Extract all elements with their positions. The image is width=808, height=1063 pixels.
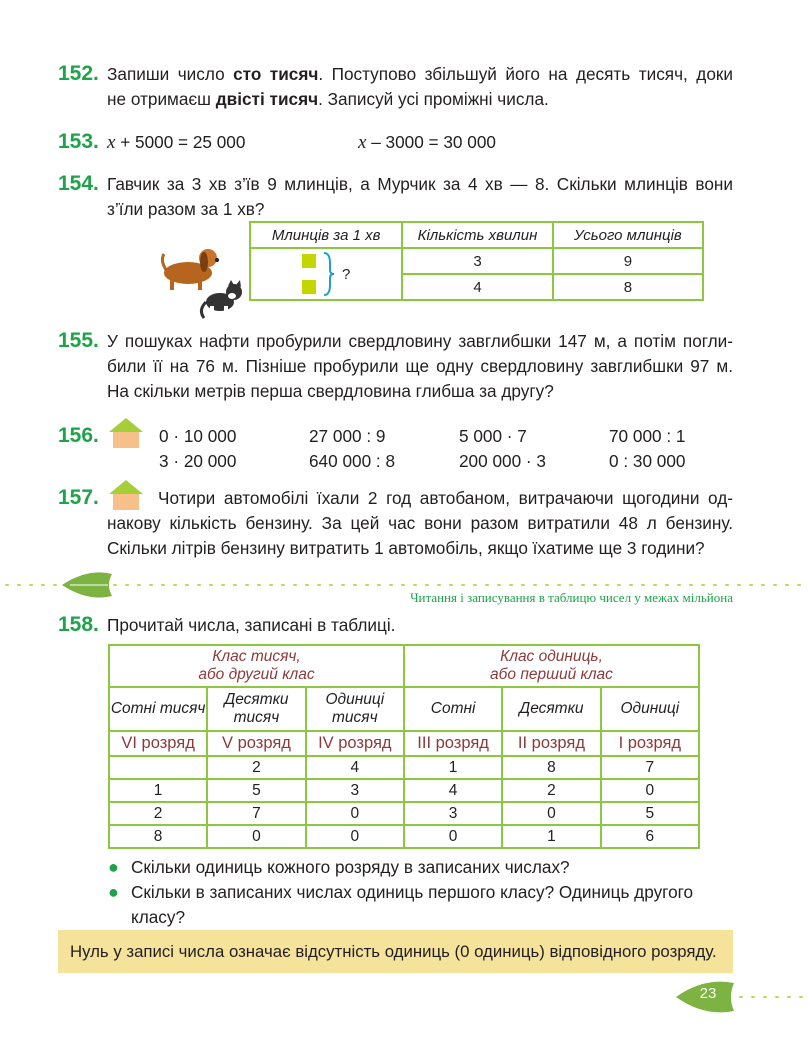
task-154-text: Гавчик за 3 хв з’їв 9 млинців, а Мурчик за 4 хв — 8. Скільки млинців вони з’їли разом за 1 хв? xyxy=(107,174,733,219)
table-154 xyxy=(249,221,704,301)
rank-label: V розряд xyxy=(207,731,305,756)
question-1: Скільки одиниць кожного розряду в записаних числах? xyxy=(131,857,570,877)
question-mark: ? xyxy=(341,265,351,283)
table-cell: 4 xyxy=(402,274,552,300)
table-cell: 0 xyxy=(601,779,699,802)
table-cell: 0 xyxy=(306,825,404,848)
table-row xyxy=(109,825,699,848)
table-row xyxy=(109,756,699,779)
task-152-text: Запиши число сто тисяч. Поступово збільшуй його на десять тисяч, доки не отримаєш двісті тисяч. Записуй усі проміжні числа. xyxy=(107,64,733,109)
task-157-text: Чотири автомобілі їхали 2 год автобаном, витрачаючи щогодини од- накову кількість бензину. За цей час вони разом витратили 48 л бензину. Скільки літрів бензину витратить 1 автомобіль, якщо їхатиме ще 3 години? xyxy=(107,488,733,558)
expression: 640 000 : 8 xyxy=(309,451,396,471)
house-icon xyxy=(107,416,145,450)
subheader: Одиниці тисяч xyxy=(306,687,404,731)
expression: 5 000 · 7 xyxy=(459,426,527,446)
task-number-152: 152. xyxy=(58,62,99,85)
square-icon xyxy=(302,254,316,268)
rule-note xyxy=(58,930,733,973)
table-cell: 2 xyxy=(207,756,305,779)
table-cell: 6 xyxy=(601,825,699,848)
table-cell: 8 xyxy=(553,274,703,300)
expression: 0 · 10 000 xyxy=(159,426,237,446)
page-number: 23 xyxy=(699,985,717,1002)
table-row xyxy=(109,802,699,825)
table-cell: 3 xyxy=(404,802,502,825)
t154-header-3: Усього млинців xyxy=(553,222,703,248)
table-cell: 3 xyxy=(402,248,552,274)
table-cell: 7 xyxy=(207,802,305,825)
task-155-text: У пошуках нафти пробурили свердловину завглибшки 147 м, а потім погли- били її на 76 м. Пізніше пробурили ще одну свердловину завглибшки 97 м. На скільки метрів перша свердловина глибша за другу? xyxy=(107,331,733,401)
table-cell: 1 xyxy=(502,825,600,848)
table-cell: 8 xyxy=(109,825,207,848)
table-cell: 7 xyxy=(601,756,699,779)
class-thousands-header: Клас тисяч, або другий клас xyxy=(109,645,404,687)
expression: 27 000 : 9 xyxy=(309,426,386,446)
table-cell: 0 xyxy=(502,802,600,825)
expression: 3 · 20 000 xyxy=(159,451,237,471)
table-cell: 9 xyxy=(553,248,703,274)
page-number-decoration xyxy=(660,975,808,1019)
dog-cat-illustration xyxy=(158,240,248,324)
brace-icon xyxy=(322,251,336,297)
task-number-154: 154. xyxy=(58,172,99,195)
t154-merged-cell xyxy=(250,248,402,300)
task-number-156: 156. xyxy=(58,424,99,447)
subheader: Десятки xyxy=(502,687,600,731)
rank-label: III розряд xyxy=(404,731,502,756)
task-number-157: 157. xyxy=(58,486,99,509)
table-cell: 5 xyxy=(601,802,699,825)
bullet-question xyxy=(108,880,119,905)
subheader: Сотні xyxy=(404,687,502,731)
subheader: Сотні тисяч xyxy=(109,687,207,731)
table-cell: 4 xyxy=(404,779,502,802)
task-number-158: 158. xyxy=(58,613,99,636)
task-number-153: 153. xyxy=(58,130,99,153)
expression: 200 000 · 3 xyxy=(459,451,546,471)
expression: 0 : 30 000 xyxy=(609,451,686,471)
table-cell: 5 xyxy=(207,779,305,802)
task-158-text: Прочитай числа, записані в таблиці. xyxy=(107,615,396,635)
t154-header-2: Кількість хвилин xyxy=(402,222,552,248)
task-number-155: 155. xyxy=(58,329,99,352)
question-2: Скільки в записаних числах одиниць першого класу? Одиниць другого класу? xyxy=(131,882,694,927)
table-cell: 2 xyxy=(502,779,600,802)
table-cell: 1 xyxy=(109,779,207,802)
class-units-header: Клас одиниць, або перший клас xyxy=(404,645,699,687)
table-cell xyxy=(109,756,207,779)
expression: 70 000 : 1 xyxy=(609,426,686,446)
table-cell: 0 xyxy=(207,825,305,848)
bullet-question xyxy=(108,855,119,880)
rank-label: VI розряд xyxy=(109,731,207,756)
table-cell: 8 xyxy=(502,756,600,779)
subheader: Десятки тисяч xyxy=(207,687,305,731)
table-cell: 2 xyxy=(109,802,207,825)
rank-label: II розряд xyxy=(502,731,600,756)
t154-header-1: Млинців за 1 хв xyxy=(250,222,402,248)
bullet-icon: ● xyxy=(108,857,119,877)
subheader: Одиниці xyxy=(601,687,699,731)
rank-label: IV розряд xyxy=(306,731,404,756)
table-cell: 0 xyxy=(404,825,502,848)
equation-2: x – 3000 = 30 000 xyxy=(358,132,496,153)
bullet-icon: ● xyxy=(108,882,119,902)
place-value-table xyxy=(108,644,700,849)
table-cell: 0 xyxy=(306,802,404,825)
table-cell: 4 xyxy=(306,756,404,779)
square-icon xyxy=(302,280,316,294)
table-row xyxy=(109,779,699,802)
section-title: Читання і записування в таблицю чисел у межах мільйона xyxy=(410,590,733,605)
rank-label: I розряд xyxy=(601,731,699,756)
equation-1: x + 5000 = 25 000 xyxy=(107,132,246,153)
table-cell: 1 xyxy=(404,756,502,779)
rule-note-text: Нуль у записі числа означає відсутність одиниць (0 одиниць) відповідного розряду. xyxy=(70,942,717,961)
table-cell: 3 xyxy=(306,779,404,802)
expressions-grid xyxy=(159,424,739,474)
